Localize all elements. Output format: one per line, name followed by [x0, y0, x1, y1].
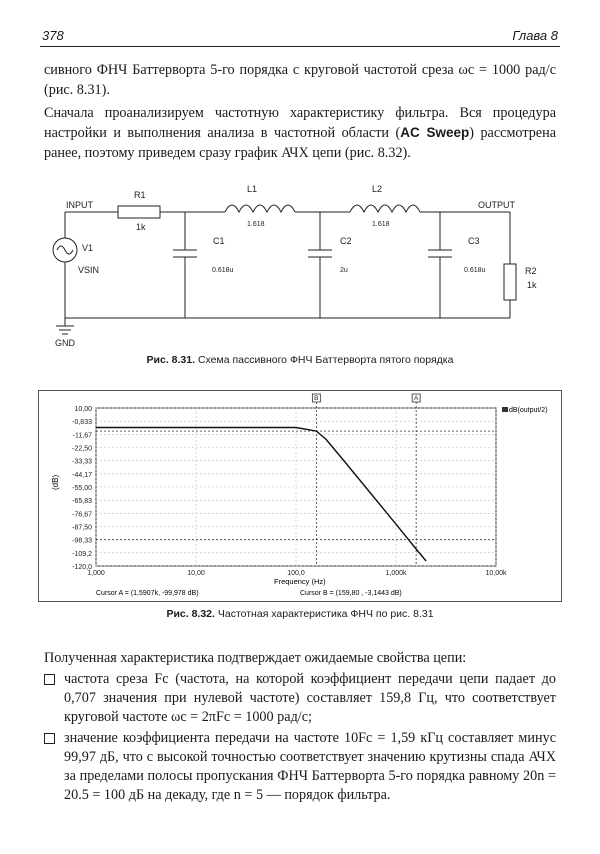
- input-label: INPUT: [66, 200, 93, 210]
- checkbox-icon: [44, 733, 55, 744]
- c1-value: 0.618u: [212, 267, 234, 274]
- c3-value: 0.618u: [464, 267, 486, 274]
- r2-value: 1k: [527, 280, 537, 290]
- legend-entry: dB(output/2): [509, 407, 548, 414]
- paragraph-analysis: [44, 103, 556, 163]
- bullet-item-attenuation: [44, 729, 556, 805]
- butterworth-schematic: [40, 180, 560, 350]
- x-tick-label: 10,00k: [485, 570, 507, 577]
- c3-name: C3: [468, 236, 480, 246]
- y-tick-label: -55,00: [72, 485, 92, 492]
- figure-31-number: Рис. 8.31.: [146, 354, 196, 366]
- gnd-label: GND: [55, 338, 75, 348]
- legend-swatch: [502, 407, 508, 412]
- chapter-title: Глава 8: [512, 28, 558, 43]
- c1-name: C1: [213, 236, 225, 246]
- paragraph-conclusion: Полученная характеристика подтверждает ожидаемые свойства цепи:: [44, 650, 467, 666]
- x-tick-label: 10,00: [187, 570, 205, 577]
- r1-name: R1: [134, 190, 146, 200]
- c2-name: C2: [340, 236, 352, 246]
- y-tick-label: -87,50: [72, 524, 92, 532]
- l2-value: 1.618: [372, 221, 390, 228]
- checkbox-icon: [44, 674, 55, 685]
- page-header: [40, 28, 560, 46]
- x-tick-label: 100,0: [287, 570, 305, 577]
- cursor-marker-label: B: [314, 395, 319, 402]
- paragraph-analysis-a: Сначала проанализируем частотную характеристику фильтра. Вся процедура настройки и выполнения анализа в частотной области (: [44, 105, 556, 141]
- output-label: OUTPUT: [478, 200, 515, 210]
- v1-value: VSIN: [78, 265, 100, 275]
- r2-name: R2: [525, 266, 537, 276]
- frequency-response-chart: [38, 390, 562, 602]
- x-tick-label: 1,000k: [385, 570, 407, 577]
- figure-32-text: Частотная характеристика ФНЧ по рис. 8.31: [214, 608, 434, 620]
- c2-value: 2u: [340, 267, 348, 274]
- paragraph-intro: сивного ФНЧ Баттерворта 5-го порядка с круговой частотой среза ωc = 1000 рад/с (рис. 8.31).: [44, 62, 556, 98]
- x-axis-label: Frequency (Hz): [274, 577, 326, 586]
- figure-31-caption: [0, 354, 600, 366]
- l1-value: 1.618: [247, 221, 265, 228]
- y-tick-label: -76,67: [72, 511, 92, 519]
- y-tick-label: -98,33: [72, 537, 92, 545]
- cursor-a-readout: Cursor A = (1,5907k, -99,978 dB): [96, 590, 199, 597]
- figure-31-text: Схема пассивного ФНЧ Баттерворта пятого порядка: [195, 354, 454, 366]
- y-tick-label: -65,83: [72, 498, 92, 506]
- y-tick-label: -44,17: [72, 471, 92, 479]
- y-tick-label: -0,833: [72, 419, 92, 427]
- cursor-b-readout: Cursor B = (159,80 , -3,1443 dB): [300, 590, 402, 597]
- y-tick-label: 10,00: [74, 406, 92, 413]
- cursor-marker-label: A: [413, 395, 419, 402]
- y-tick-label: -33,33: [72, 458, 92, 466]
- y-tick-label: -120,0: [72, 564, 92, 571]
- x-tick-label: 1,000: [87, 570, 105, 577]
- l1-name: L1: [247, 184, 258, 194]
- figure-32-number: Рис. 8.32.: [166, 608, 215, 620]
- paragraph-analysis-b: ) рассмотрена ранее, поэтому приведем сразу график АЧХ цепи (рис. 8.32).: [44, 125, 556, 161]
- bullet-text-attenuation: значение коэффициента передачи на частоте 10Fc = 1,59 кГц составляет минус 99,97 дБ, что с высокой точностью соответствует значению крутизны спада АЧХ за пределами полосы пропускания ФНЧ Баттерворта 5-го порядка равному 20n = 20.5 = 100 дБ на декаду, где n = 5 — порядок фильтра.: [64, 730, 556, 803]
- figure-32-caption: [0, 608, 600, 620]
- bullet-item-cutoff: [44, 670, 556, 727]
- page-number: 378: [42, 28, 64, 43]
- y-tick-label: -109,2: [72, 550, 92, 558]
- y-tick-label: -11,67: [72, 432, 92, 440]
- y-tick-label: -22,50: [72, 445, 92, 453]
- l2-name: L2: [372, 184, 383, 194]
- r1-value: 1k: [136, 222, 146, 232]
- ac-sweep-term: AC Sweep: [400, 125, 470, 140]
- bullet-text-cutoff: частота среза Fc (частота, на которой коэффициент передачи цепи падает до 0,707 значения при нулевой частоте) составляет 159,8 Гц, что соответствует круговой частоте ωc = 2πFc = 1000 рад/с;: [64, 671, 556, 725]
- y-axis-label: (dB): [51, 474, 60, 490]
- header-rule: [40, 46, 560, 47]
- v1-name: V1: [82, 243, 94, 253]
